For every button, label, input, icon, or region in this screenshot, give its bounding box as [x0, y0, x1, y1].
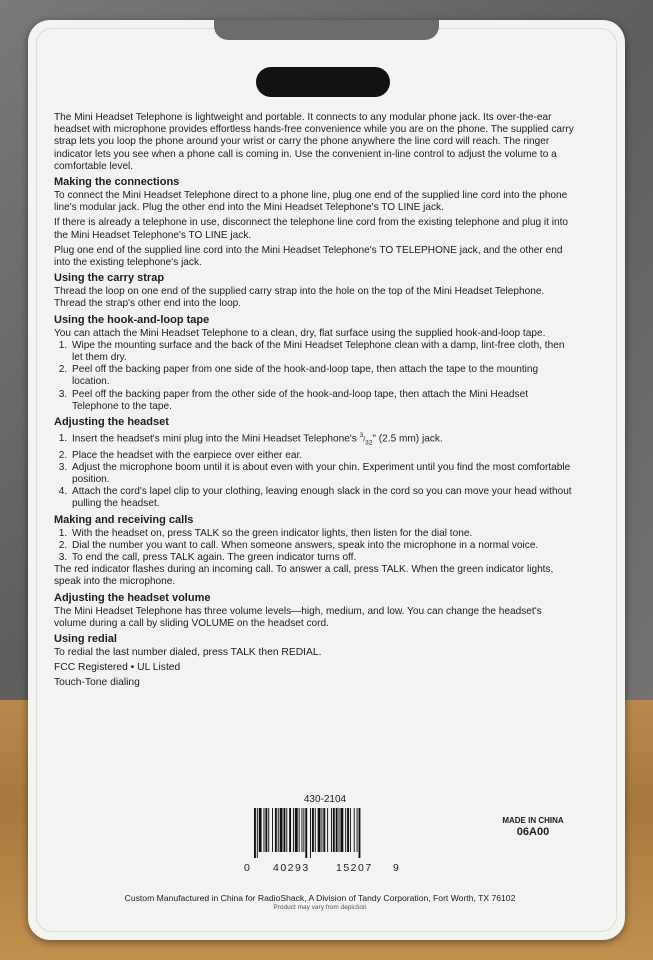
intro-text: The Mini Headset Telephone is lightweight and portable. It connects to any modular phone jack. Its over-the-ear headset with microphone provides effortless hands-free convenience while you are on the phone. The supplied carry strap lets you loop the phone around your wrist or carry the phone anywhere the line cord will reach. The ringer indicator lets you see when a phone call is coming in. Use the convenient in-line control to adjust the volume to a comfortable level.	[54, 112, 574, 172]
step1-post: " (2.5 mm) jack.	[372, 433, 443, 445]
barcode-bar	[336, 808, 338, 852]
barcode-bar	[339, 808, 340, 852]
barcode-bar	[268, 808, 269, 852]
hang-hole	[256, 67, 390, 97]
frac-num: 3	[359, 432, 364, 440]
barcode-bar	[272, 808, 273, 852]
barcode-bar	[265, 808, 267, 852]
heading-redial: Using redial	[54, 633, 117, 646]
step1-pre: Insert the headset's mini plug into the Mini Headset Telephone's	[72, 433, 360, 445]
list-item: 2. Place the headset with the earpiece over either ear.	[70, 450, 576, 462]
barcode-digit-system: 0	[244, 862, 250, 874]
barcode-bar	[299, 808, 300, 852]
barcode-bar	[357, 808, 358, 852]
tape-steps	[54, 340, 576, 413]
barcode-bar	[283, 808, 285, 852]
strap-p1: Thread the loop on one end of the supplied carry strap into the hole on the top of the Mini Headset Telephone. Thread the strap's other end into the loop.	[54, 286, 545, 310]
list-item: 3. Peel off the backing paper from the other side of the hook-and-loop tape, then attach the Mini Headset Telephone to the tape.	[70, 389, 576, 413]
barcode-bar	[295, 808, 298, 852]
barcode-bar	[354, 808, 355, 852]
instructions	[54, 112, 576, 693]
call-steps	[54, 528, 576, 565]
barcode-bar	[350, 808, 351, 852]
barcode	[254, 808, 396, 858]
barcode-bar	[310, 808, 311, 858]
barcode-bar	[331, 808, 332, 852]
origin-code: 06A00	[516, 826, 550, 838]
certifications: FCC Registered • UL Listed	[54, 662, 181, 674]
barcode-bar	[254, 808, 256, 858]
tape-p1: You can attach the Mini Headset Telephone to a clean, dry, flat surface using the supplied hook-and-loop tape.	[54, 327, 546, 339]
list-item: 2. Peel off the backing paper from one side of the hook-and-loop tape, then attach the tape to the mounting location.	[70, 364, 576, 388]
barcode-bar	[359, 808, 361, 858]
barcode-bar	[286, 808, 287, 852]
heading-calls: Making and receiving calls	[54, 513, 194, 526]
barcode-bar	[257, 808, 258, 858]
made-in-label: MADE IN CHINA	[502, 816, 564, 825]
barcode-bar	[305, 808, 307, 858]
barcode-bar	[345, 808, 346, 852]
barcode-bar	[347, 808, 349, 852]
list-item: 1. Wipe the mounting surface and the back of the Mini Headset Telephone clean with a damp, lint-free cloth, then let them dry.	[70, 340, 576, 364]
redial-p1: To redial the last number dialed, press TALK then REDIAL.	[54, 647, 322, 659]
barcode-bar	[340, 808, 343, 852]
barcode-bar	[327, 808, 328, 852]
barcode-bar	[264, 808, 265, 852]
barcode-bar	[323, 808, 325, 852]
list-item: 1. Insert the headset's mini plug into the Mini Headset Telephone's $^3/_{32}$" (2.5 mm) jack.	[70, 430, 576, 450]
connections-p2: If there is already a telephone in use, disconnect the telephone line cord from the existing telephone and plug it into the Mini Headset Telephone's TO LINE jack.	[54, 217, 568, 241]
calls-p1: The red indicator flashes during an incoming call. To answer a call, press TALK. When the green indicator lights, speak into the microphone.	[54, 564, 554, 588]
barcode-bar	[278, 808, 279, 852]
heading-connections: Making the connections	[54, 176, 180, 189]
barcode-bar	[315, 808, 316, 852]
list-item: 3. To end the call, press TALK again. The green indicator turns off.	[70, 552, 576, 564]
barcode-digits-right: 15207	[336, 862, 373, 874]
list-item: 3. Adjust the microphone boom until it is about even with your chin. Experiment until you find the most comfortable position.	[70, 462, 576, 486]
connections-p3: Plug one end of the supplied line cord into the Mini Headset Telephone's TO TELEPHONE jack, and the other end into the existing telephone's jack.	[54, 244, 563, 269]
barcode-bar	[318, 808, 321, 852]
hang-tab	[214, 20, 439, 40]
heading-carry-strap: Using the carry strap	[54, 272, 165, 285]
disclaimer-text: Product may vary from depiction	[273, 904, 367, 911]
barcode-bar	[312, 808, 314, 852]
volume-p1: The Mini Headset Telephone has three volume levels—high, medium, and low. You can change the headset's volume during a call by sliding VOLUME on the headset cord.	[54, 605, 542, 629]
list-item: 1. With the headset on, press TALK so the green indicator lights, then listen for the dial tone.	[70, 528, 576, 540]
heading-volume: Adjusting the headset volume	[54, 591, 211, 604]
heading-hook-loop: Using the hook-and-loop tape	[54, 313, 210, 326]
list-item: 2. Dial the number you want to call. When someone answers, speak into the microphone in a normal voice.	[70, 540, 576, 552]
barcode-bar	[259, 808, 262, 852]
barcode-bar	[333, 808, 335, 852]
barcode-bar	[275, 808, 277, 852]
heading-adjust-headset: Adjusting the headset	[54, 416, 169, 429]
list-item: 4. Attach the cord's lapel clip to your clothing, leaving enough slack in the cord so you can move your head without pulling the headset.	[70, 486, 576, 510]
barcode-digits-left: 40293	[273, 862, 310, 874]
barcode-bar	[280, 808, 283, 852]
sku-number: 430-2104	[303, 794, 347, 805]
manufacturer-footer: Custom Manufactured in China for RadioShack, A Division of Tandy Corporation, Fort Worth, TX 76102	[124, 893, 516, 903]
frac-den: 32	[365, 439, 373, 447]
connections-p1: To connect the Mini Headset Telephone direct to a phone line, plug one end of the supplied line cord into the phone line's modular jack. Plug the other end into the Mini Headset Telephone's TO LINE jack.	[54, 190, 568, 214]
adjust-steps	[54, 430, 576, 511]
barcode-bar	[302, 808, 303, 852]
barcode-digit-check: 9	[393, 862, 399, 874]
barcode-bar	[321, 808, 322, 852]
barcode-bar	[303, 808, 304, 852]
barcode-bar	[289, 808, 291, 852]
dialing-type: Touch-Tone dialing	[54, 677, 140, 689]
barcode-bar	[293, 808, 294, 852]
